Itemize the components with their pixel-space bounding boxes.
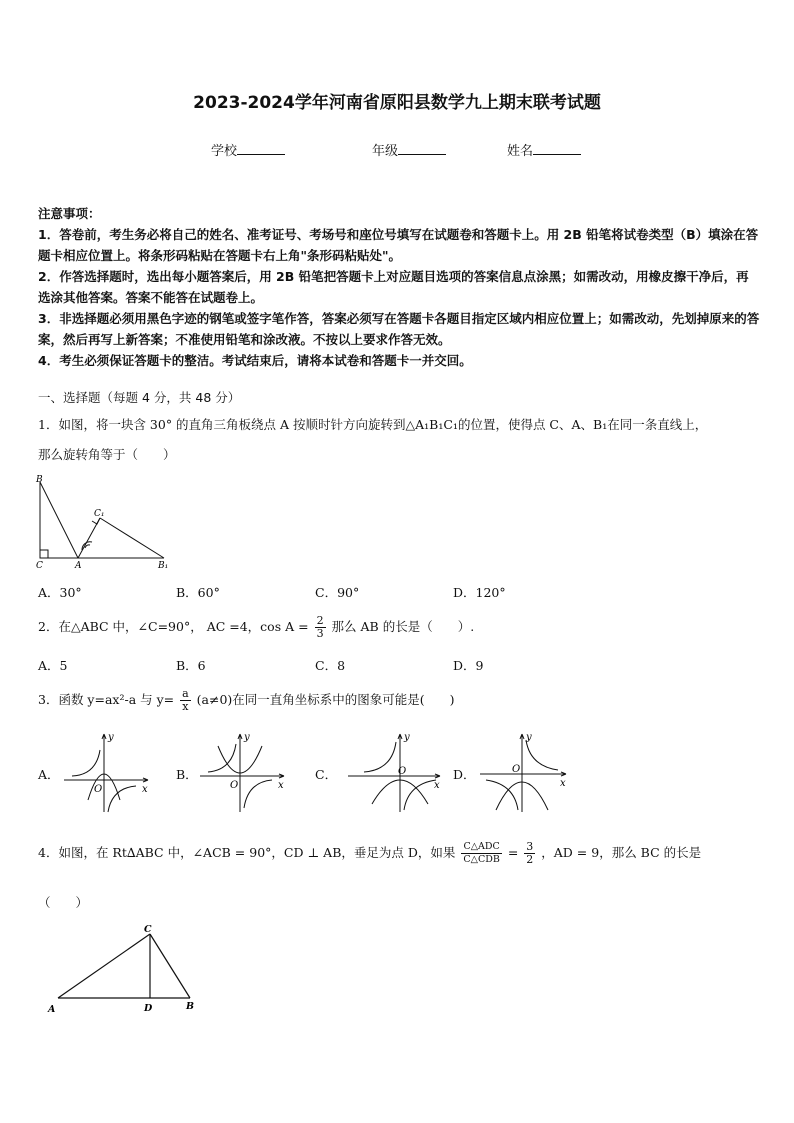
school-label: 学校	[211, 144, 238, 159]
q3a-o: O	[94, 784, 103, 795]
q3c-y: y	[404, 732, 410, 743]
q3-prefix: 3．函数 y=ax²-a 与 y=	[38, 692, 175, 707]
q1-label-a: A	[75, 561, 82, 570]
q3-graph-a[interactable]	[62, 730, 154, 816]
q1-option-d[interactable]: D．120°	[453, 585, 506, 600]
q4-fraction-2	[524, 841, 535, 866]
q4-label-a: A	[48, 1004, 56, 1014]
q2-suffix: 那么 AB 的长是（ ）.	[331, 619, 475, 634]
q4-frac-num: C△ADC	[461, 841, 501, 854]
q3d-x: x	[560, 778, 566, 789]
name-blank[interactable]	[533, 142, 581, 155]
q4-prefix: 4．如图，在 Rt∆ABC 中，∠ACB = 90°，CD ⊥ AB，垂足为点 D，如果	[38, 845, 456, 860]
grade-label: 年级	[372, 144, 399, 159]
q3-option-c[interactable]: C．	[315, 767, 338, 782]
q3-option-d[interactable]: D．	[453, 767, 476, 782]
q1-option-c[interactable]: C．90°	[315, 585, 360, 600]
q3-graph-b[interactable]	[198, 730, 290, 816]
q2-fraction	[315, 615, 326, 640]
q3b-y: y	[244, 732, 250, 743]
q3c-x: x	[434, 780, 440, 791]
q4-frac2-num: 3	[526, 840, 534, 853]
school-blank[interactable]	[237, 142, 285, 155]
q4-label-d: D	[144, 1003, 153, 1014]
q1-triangle-figure	[34, 474, 174, 570]
q2-option-b[interactable]: B．6	[176, 658, 206, 673]
question-1-line1: 1．如图，将一块含 30° 的直角三角板绕点 A 按顺时针方向旋转到△A₁B₁C₁的位置，使得点 C、A、B₁在同一条直线上，	[38, 417, 708, 432]
q3-fraction	[180, 688, 191, 713]
question-4-line2: （ ）	[38, 895, 89, 910]
question-3	[38, 687, 760, 713]
q1-option-b[interactable]: B．60°	[176, 585, 220, 600]
grade-field	[372, 140, 446, 159]
q2-option-d[interactable]: D．9	[453, 658, 484, 673]
q3-suffix: (a≠0)在同一直角坐标系中的图象可能是( )	[196, 692, 455, 707]
q4-label-c: C	[144, 924, 152, 935]
q1-label-b1: B₁	[158, 561, 169, 570]
note-item: 2．作答选择题时，选出每小题答案后，用 2B 铅笔把答题卡上对应题目选项的答案信息点涂黑；如需改动，用橡皮擦干净后，再选涂其他答案。答案不能答在试题卷上。	[38, 269, 749, 305]
q4-eq: =	[507, 845, 519, 860]
q3d-o: O	[512, 764, 521, 775]
q3a-y: y	[108, 732, 114, 743]
q2-option-c[interactable]: C．8	[315, 658, 346, 673]
name-field	[507, 140, 581, 159]
q4-frac-den: C△CDB	[463, 854, 500, 865]
note-item: 4．考生必须保证答题卡的整洁。考试结束后，请将本试卷和答题卡一并交回。	[38, 353, 472, 368]
notes-block	[38, 203, 760, 371]
q4-suffix: ，AD = 9，那么 BC 的长是	[541, 845, 702, 860]
q3b-o: O	[230, 780, 239, 791]
q3c-o: O	[398, 766, 407, 777]
school-field	[211, 140, 285, 159]
section-heading: 一、选择题（每题 4 分，共 48 分）	[38, 390, 241, 405]
q2-frac-num: 2	[316, 614, 324, 627]
q2-frac-den: 3	[316, 627, 324, 640]
q1-label-c: C	[36, 561, 43, 570]
question-2	[38, 614, 760, 640]
q3-frac-num: a	[182, 687, 189, 700]
q3d-y: y	[526, 732, 532, 743]
q3b-x: x	[278, 780, 284, 791]
q4-triangle-figure	[44, 922, 204, 1014]
q3-graph-c[interactable]	[346, 730, 446, 816]
q1-option-a[interactable]: A．30°	[38, 585, 82, 600]
q2-prefix: 2．在△ABC 中，∠C=90°， AC =4，cos A =	[38, 619, 309, 634]
grade-blank[interactable]	[398, 142, 446, 155]
notes-heading: 注意事项：	[38, 206, 101, 221]
question-4	[38, 840, 760, 866]
q3-option-b[interactable]: B．	[176, 767, 198, 782]
q3a-x: x	[142, 784, 148, 795]
note-item: 3．非选择题必须用黑色字迹的钢笔或签字笔作答，答案必须写在答题卡各题目指定区域内相应位置上；如需改动，先划掉原来的答案，然后再写上新答案；不准使用铅笔和涂改液。不按以上要求作答无效。	[38, 311, 760, 347]
q1-label-c1: C₁	[94, 509, 105, 519]
note-item: 1．答卷前，考生务必将自己的姓名、准考证号、考场号和座位号填写在试题卷和答题卡上。用 2B 铅笔将试卷类型（B）填涂在答题卡相应位置上。将条形码粘贴在答题卡右上角"条形码粘贴处"。	[38, 227, 759, 263]
q1-label-b: B	[36, 475, 43, 485]
question-1-line2: 那么旋转角等于（ ）	[38, 447, 176, 462]
q3-graph-d[interactable]	[478, 730, 572, 816]
q4-label-b: B	[186, 1001, 195, 1012]
q4-fraction	[461, 841, 501, 866]
name-label: 姓名	[507, 144, 534, 159]
q2-option-a[interactable]: A．5	[38, 658, 68, 673]
page-title: 2023-2024学年河南省原阳县数学九上期末联考试题	[193, 93, 601, 113]
question-1	[38, 412, 760, 468]
q3-option-a[interactable]: A．	[38, 767, 60, 782]
q3-frac-den: x	[182, 700, 189, 713]
q4-frac2-den: 2	[526, 853, 534, 866]
